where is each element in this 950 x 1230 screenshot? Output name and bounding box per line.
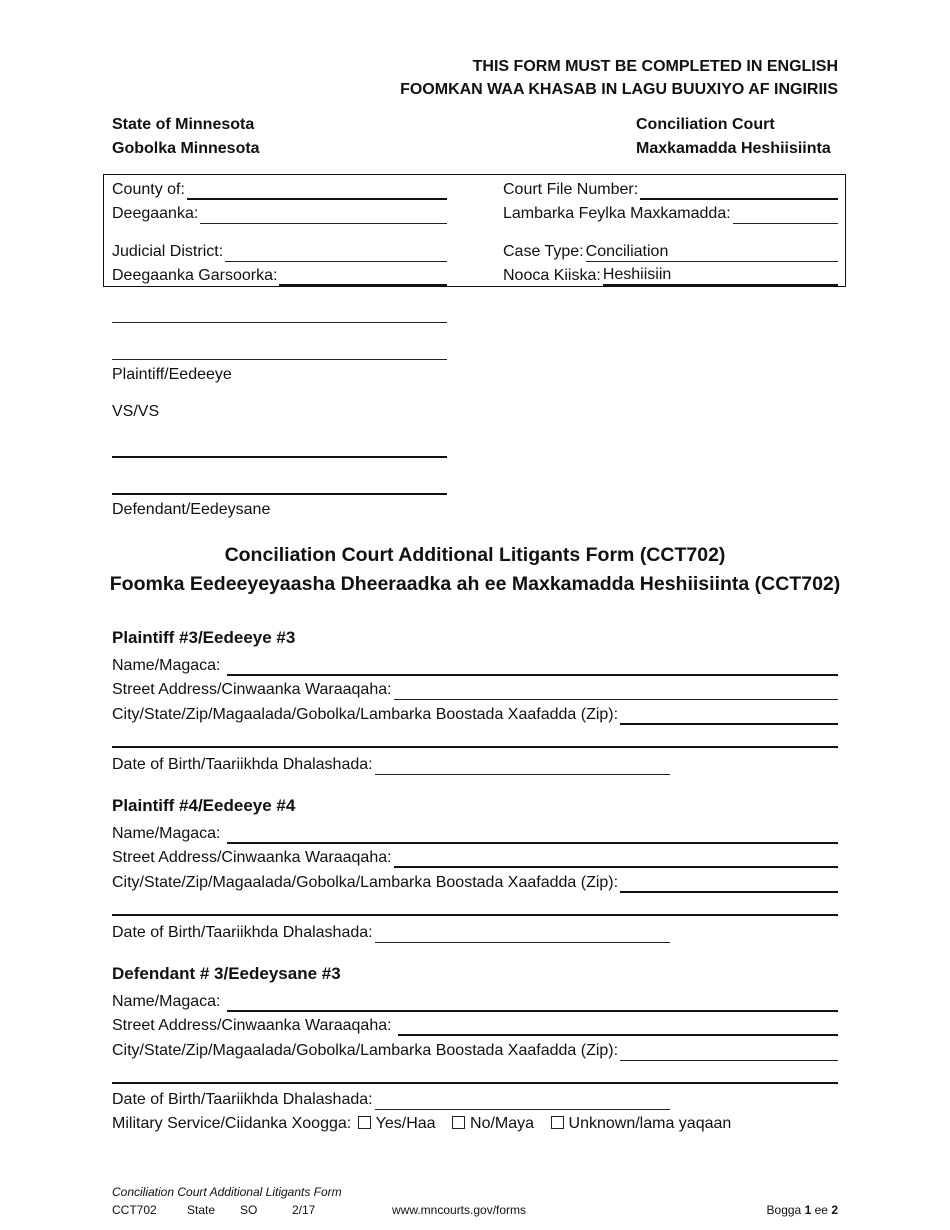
case-type-field-so[interactable] xyxy=(503,264,838,286)
d3-city-line-2[interactable] xyxy=(112,1082,838,1084)
footer-date: 2/17 xyxy=(292,1203,316,1217)
plaintiff-label: Plaintiff/Eedeeye xyxy=(112,366,232,383)
p3-city-label: City/State/Zip/Magaalada/Gobolka/Lambarka Boostada Xaafadda (Zip): xyxy=(112,706,619,723)
d3-street-label: Street Address/Cinwaanka Waraaqaha: xyxy=(112,1017,392,1034)
court-label-so: Maxkamadda Heshiisiinta xyxy=(636,140,831,157)
p3-dob-label: Date of Birth/Taariikhda Dhalashada: xyxy=(112,756,373,773)
defendant-line-2[interactable] xyxy=(112,493,447,495)
p3-dob-field[interactable] xyxy=(112,753,670,775)
p3-street-label: Street Address/Cinwaanka Waraaqaha: xyxy=(112,681,392,698)
p3-street-field[interactable] xyxy=(112,678,838,700)
page-total: 2 xyxy=(831,1203,838,1217)
section-plaintiff-4: Plaintiff #4/Eedeeye #4 xyxy=(112,796,296,815)
military-label: Military Service/Ciidanka Xoogga: xyxy=(112,1115,352,1132)
case-type-label-so: Nooca Kiiska: xyxy=(503,267,601,284)
section-plaintiff-3: Plaintiff #3/Eedeeye #3 xyxy=(112,628,296,647)
military-unknown-checkbox[interactable] xyxy=(551,1116,564,1129)
district-field[interactable] xyxy=(112,240,447,262)
file-number-field-so[interactable] xyxy=(503,202,838,224)
footer-code: CCT702 xyxy=(112,1203,157,1217)
district-label: Judicial District: xyxy=(112,243,224,260)
d3-city-label: City/State/Zip/Magaalada/Gobolka/Lambarka Boostada Xaafadda (Zip): xyxy=(112,1042,619,1059)
defendant-label: Defendant/Eedeysane xyxy=(112,501,271,518)
form-title-so: Foomka Eedeeyeyaasha Dheeraadka ah ee Maxkamadda Heshiisiinta (CCT702) xyxy=(109,573,841,595)
d3-city-field[interactable] xyxy=(112,1039,838,1061)
county-label: County of: xyxy=(112,181,185,198)
p3-name-field[interactable] xyxy=(112,654,838,676)
p4-city-line-2[interactable] xyxy=(112,914,838,916)
p3-name-label: Name/Magaca: xyxy=(112,657,221,674)
plaintiff-line-2[interactable] xyxy=(112,359,447,360)
notice-english: THIS FORM MUST BE COMPLETED IN ENGLISH xyxy=(472,58,838,75)
case-type-label: Case Type: xyxy=(503,243,584,260)
county-label-so: Deegaanka: xyxy=(112,205,199,222)
form-title: Conciliation Court Additional Litigants Form (CCT702) xyxy=(224,544,726,566)
footer-lang: SO xyxy=(240,1203,258,1217)
notice-somali: FOOMKAN WAA KHASAB IN LAGU BUUXIYO AF INGIRIIS xyxy=(400,81,838,98)
military-no-label: No/Maya xyxy=(470,1115,535,1132)
footer-form-name: Conciliation Court Additional Litigants Form xyxy=(112,1185,342,1199)
d3-name-label: Name/Magaca: xyxy=(112,993,221,1010)
footer-page-number xyxy=(767,1203,838,1217)
p4-name-field[interactable] xyxy=(112,822,838,844)
case-type-value: Conciliation xyxy=(586,243,838,262)
p4-dob-field[interactable] xyxy=(112,921,670,943)
county-field-so[interactable] xyxy=(112,202,447,224)
page-current: 1 xyxy=(804,1203,812,1217)
page-of: ee xyxy=(814,1203,828,1217)
d3-name-field[interactable] xyxy=(112,990,838,1012)
p4-street-field[interactable] xyxy=(112,846,838,868)
p4-city-label: City/State/Zip/Magaalada/Gobolka/Lambarka Boostada Xaafadda (Zip): xyxy=(112,874,619,891)
military-yes-label: Yes/Haa xyxy=(375,1115,436,1132)
d3-dob-field[interactable] xyxy=(112,1088,670,1110)
plaintiff-line-1[interactable] xyxy=(112,322,447,323)
footer-url: www.mncourts.gov/forms xyxy=(392,1203,527,1217)
defendant-line-1[interactable] xyxy=(112,456,447,458)
county-field[interactable] xyxy=(112,178,447,200)
vs-label: VS/VS xyxy=(112,403,160,420)
d3-street-field[interactable] xyxy=(112,1014,838,1036)
state-label: State of Minnesota xyxy=(112,116,255,133)
footer-state: State xyxy=(187,1203,216,1217)
section-defendant-3: Defendant # 3/Eedeysane #3 xyxy=(112,964,341,983)
military-yes-checkbox[interactable] xyxy=(358,1116,371,1129)
military-no-checkbox[interactable] xyxy=(452,1116,465,1129)
file-number-label-so: Lambarka Feylka Maxkamadda: xyxy=(503,205,731,222)
military-service-row xyxy=(112,1115,731,1133)
district-field-so[interactable] xyxy=(112,264,447,286)
page-prefix: Bogga xyxy=(766,1203,802,1217)
court-label: Conciliation Court xyxy=(636,116,775,133)
state-label-so: Gobolka Minnesota xyxy=(112,140,260,157)
file-number-field[interactable] xyxy=(503,178,838,200)
case-type-field[interactable] xyxy=(503,240,838,262)
p4-street-label: Street Address/Cinwaanka Waraaqaha: xyxy=(112,849,392,866)
case-type-value-so: Heshiisiin xyxy=(603,266,838,286)
p4-name-label: Name/Magaca: xyxy=(112,825,221,842)
military-unknown-label: Unknown/lama yaqaan xyxy=(568,1115,732,1132)
file-number-label: Court File Number: xyxy=(503,181,639,198)
p4-city-field[interactable] xyxy=(112,871,838,893)
p4-dob-label: Date of Birth/Taariikhda Dhalashada: xyxy=(112,924,373,941)
d3-dob-label: Date of Birth/Taariikhda Dhalashada: xyxy=(112,1091,373,1108)
p3-city-line-2[interactable] xyxy=(112,746,838,748)
district-label-so: Deegaanka Garsoorka: xyxy=(112,267,278,284)
p3-city-field[interactable] xyxy=(112,703,838,725)
